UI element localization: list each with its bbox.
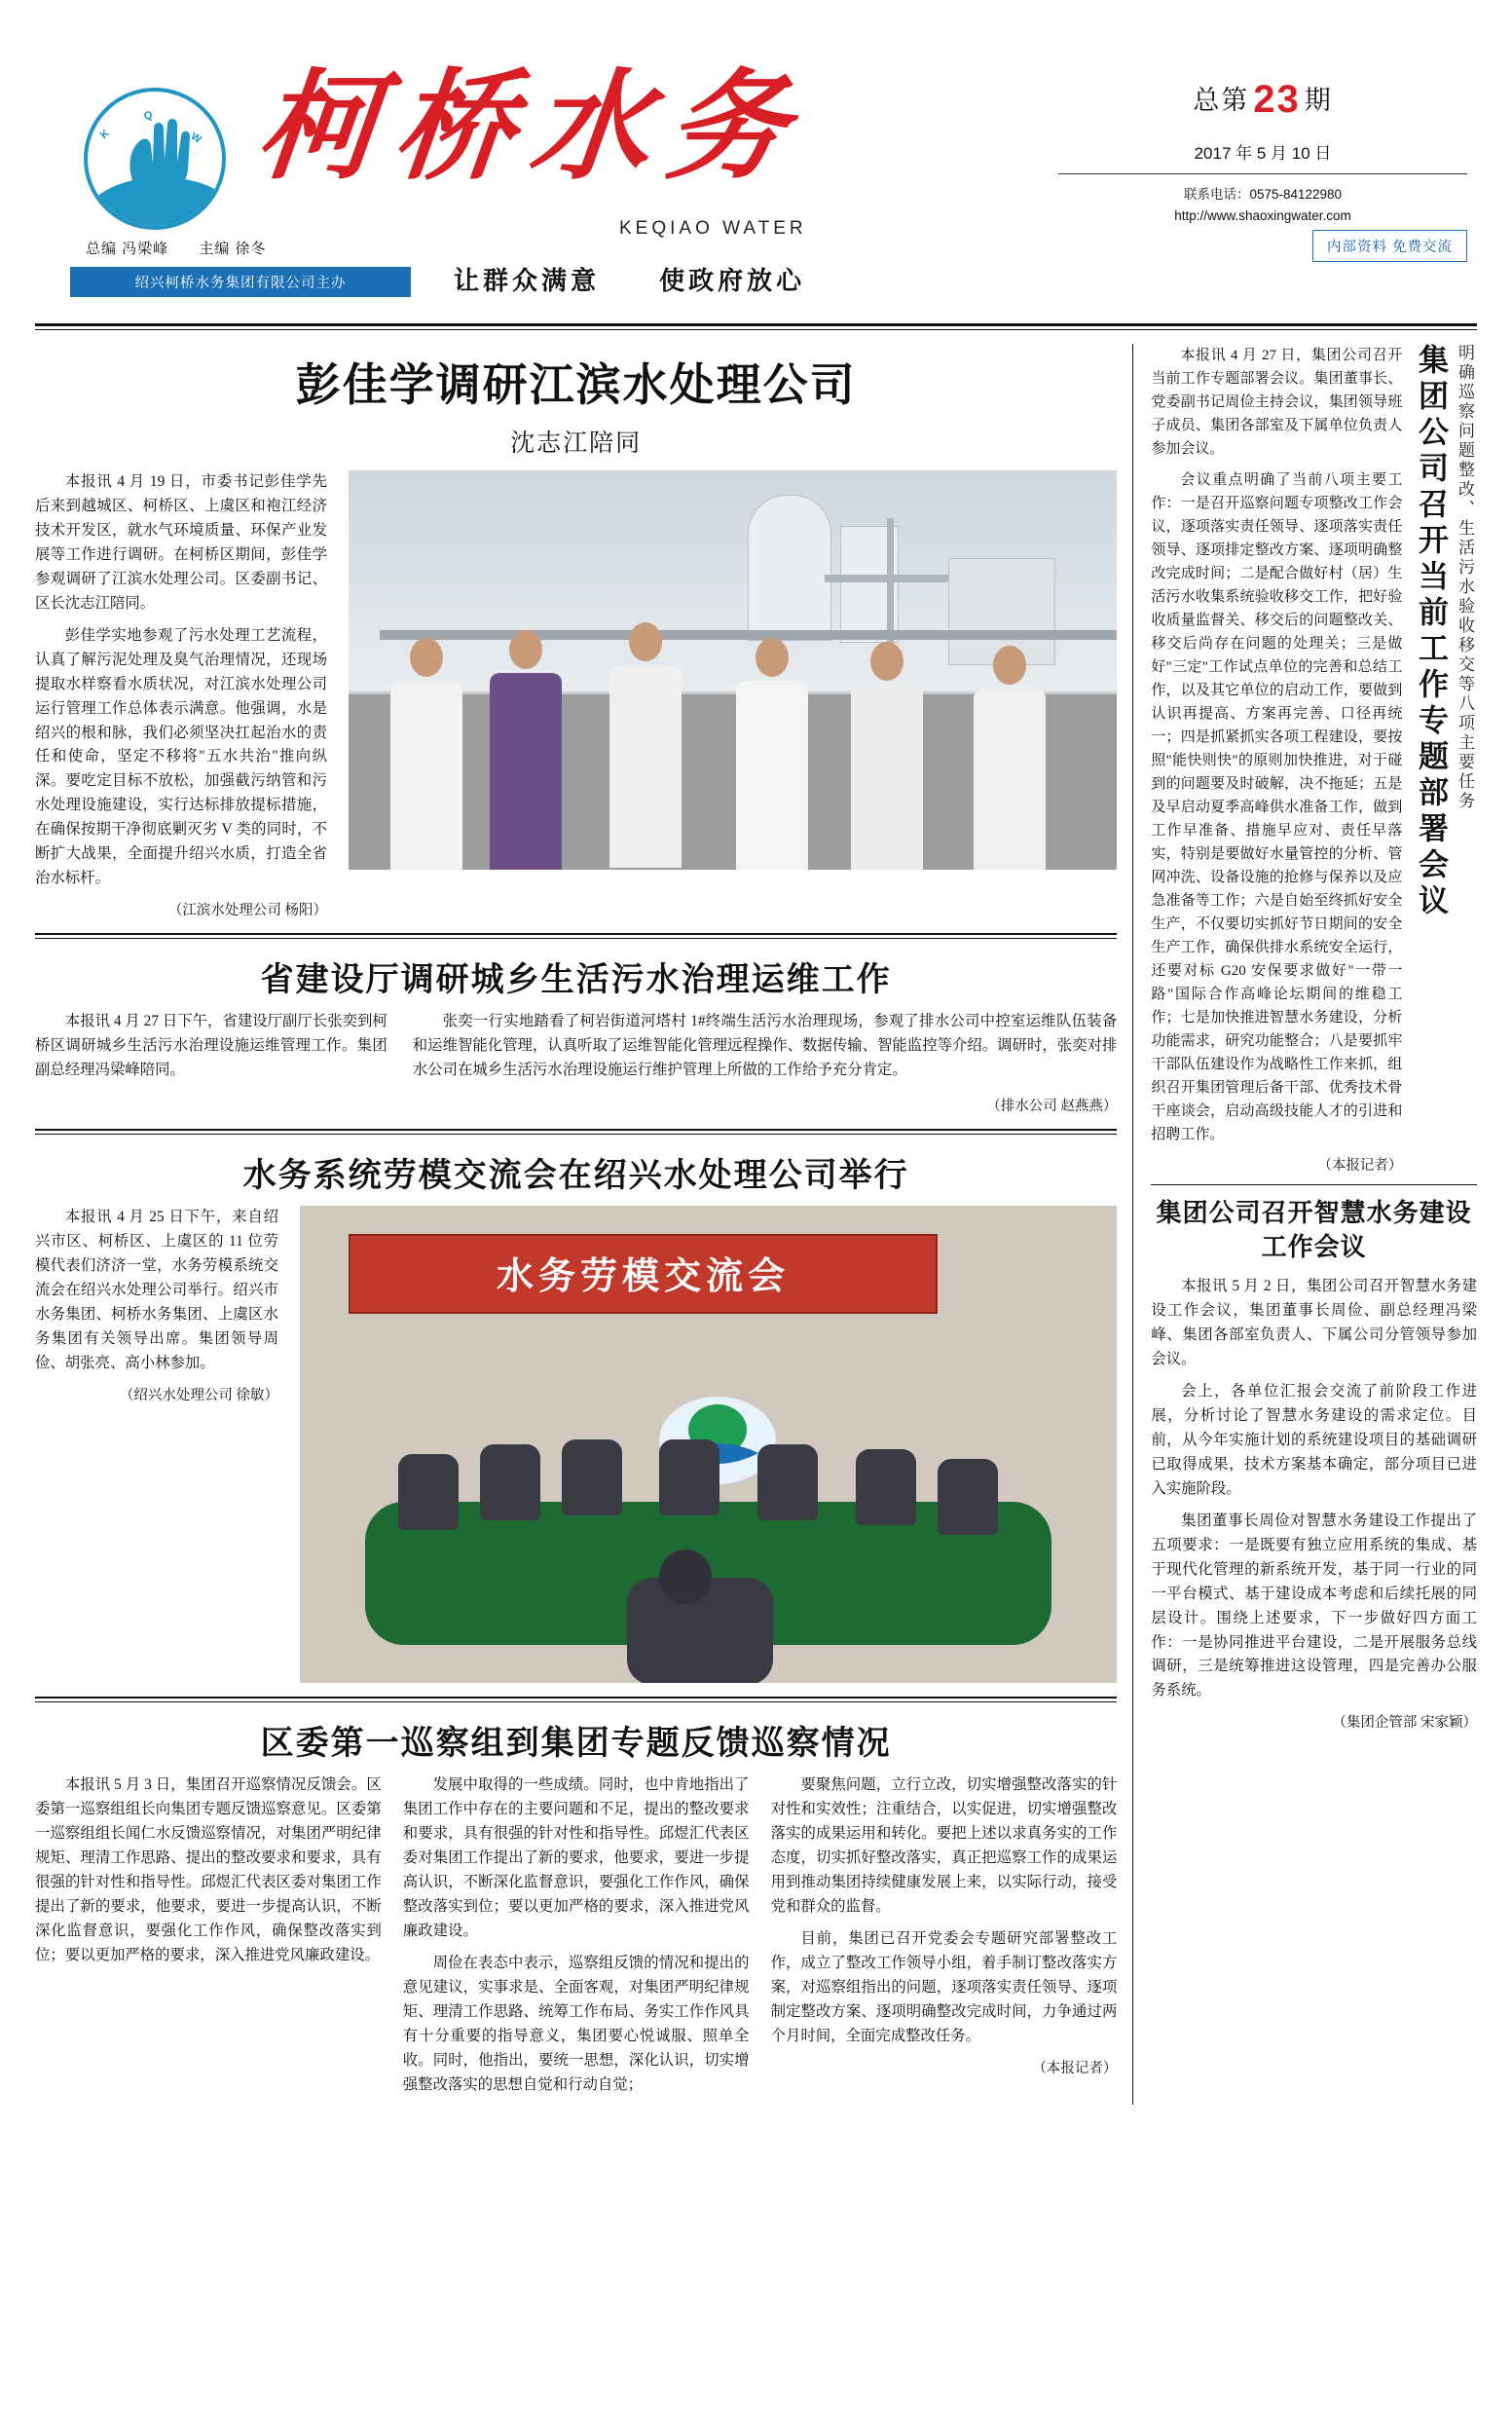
article-2-col-1: 本报讯 4 月 27 日下午，省建设厅副厅长张奕到柯桥区调研城乡生活污水治理设施运维管理工作。集团副总经理冯梁峰陪同。 — [35, 1013, 387, 1079]
article-4-headline: 区委第一巡察组到集团专题反馈巡察情况 — [260, 1724, 892, 1764]
article-4-credit: （本报记者） — [1032, 2060, 1118, 2076]
content-grid — [35, 344, 1477, 2105]
right-column — [1132, 344, 1477, 2105]
right-article-2-credit: （集团企管部 宋家颖） — [1332, 1715, 1477, 1732]
logo-letters — [84, 88, 226, 230]
slogan-1: 让群众满意 — [454, 267, 601, 296]
divider-2 — [35, 1129, 1117, 1131]
organizer-bar: 绍兴柯桥水务集团有限公司主办 — [70, 267, 411, 297]
masthead-rule-thick — [35, 323, 1477, 326]
divider-3b — [35, 1701, 1117, 1702]
logo — [84, 88, 230, 234]
right-article-1 — [1151, 344, 1477, 1175]
issue-line — [1058, 78, 1467, 122]
article-3-credit: （绍兴水处理公司 徐敏） — [119, 1387, 278, 1403]
article-4-col-3: 周俭在表态中表示，巡察组反馈的情况和提出的意见建议，实事求是、全面客观，对集团严明纪律规矩、理清工作思路、统筹工作布局、务实工作作风具有十分重要的指导意义，集团要心悦诚服、照单全收。同时，他指出，要统一思想，深化认识，切实增强整改落实的思想自觉和行动自觉； — [402, 1954, 750, 2093]
right-article-1-para-2: 会议重点明确了当前八项主要工作：一是召开巡察问题专项整改工作会议，逐项落实责任领导、逐项落实责任领导、逐项排定整改方案、逐项明确整改完成时间；二是配合做好村（居）生活污水收集系统验收移交工作，把好验收质量监督关、移交后的问题整改关、移交后尚存在问题的处理关；三是做好"三定"工作试点单位的完善和总结工作，以及其它单位的启动工作，要做到认识再提高、方案再完善、口径再统一；四是抓紧抓实各项工程建设，要按照"能快则快"的原则加快推进，对于碰到的问题要及时破解，决不拖延；五是及早启动夏季高峰供水准备工作，做到工作早准备、措施早应对、责任早落实，特别是要做好水量管控的分析、管网冲洗、设备设施的抢修与保养以及应急准备等工作；六是自始至终抓好安全生产，不仅要切实抓好节日期间的安全生产工作，确保供排水系统安全运行，还要对标 G20 安保要求做好"一带一路"国际合作高峰论坛期间的维稳工作；七是加快推进智慧水务建设，分析功能需求，研究功能整合；八是要抓牢干部队伍建设作为战略性工作来抓，组织召开集团管理后备干部、优秀技术骨干座谈会，启动高级技能人才的引进和招聘工作。 — [1151, 472, 1403, 1142]
meeting-banner — [349, 1234, 937, 1314]
masthead — [35, 27, 1477, 319]
article-2-headline: 省建设厅调研城乡生活污水治理运维工作 — [260, 960, 892, 1000]
right-divider-1 — [1151, 1184, 1477, 1185]
editor-in-chief: 总编 冯梁峰 — [86, 241, 169, 257]
article-peng-jiaxue — [35, 350, 1117, 919]
article-4-col-2: 发展中取得的一些成绩。同时，也中肯地指出了集团工作中存在的主要问题和不足，提出的整改要求和要求，具有很强的针对性和指导性。邱煜汇代表区委对集团工作提出了新的要求，他要求，要进一步提高认识，不断深化监督意识，要强化工作作风，确保整改落实到位；要以更加严格的要求，深入推进党风廉政建设。 — [402, 1776, 750, 1939]
editors-line — [86, 238, 292, 258]
divider-1 — [35, 933, 1117, 935]
slogan — [454, 261, 852, 297]
masthead-title-cn: 柯桥水务 — [251, 56, 812, 196]
issue-prefix: 总第 — [1193, 86, 1250, 115]
contact-phone: 联系电话：0575-84122980 — [1183, 187, 1343, 202]
website-url[interactable]: http://www.shaoxingwater.com — [1174, 207, 1351, 223]
article-4-col-4: 要聚焦问题，立行立改，切实增强整改落实的针对性和实效性；注重结合，以实促进，切实增强整改落实的成果运用和转化。要把上述以求真务实的工作态度，切实抓好整改落实，真正把巡察工作的成果运用到推动集团持续健康发展上来，以实际行动，接受党和群众的监督。 — [770, 1776, 1118, 1915]
divider-3 — [35, 1697, 1117, 1699]
article-4-col-1: 本报讯 5 月 3 日，集团召开巡察情况反馈会。区委第一巡察组组长向集团专题反馈巡察意见。区委第一巡察组组长闻仁水反馈巡察情况，对集团严明纪律规矩、理清工作思路、提出的整改要求和要求，具有很强的针对性和指导性。邱煜汇代表区委对集团工作提出了新的要求，他要求，要进一步提高认识，不断深化监督意识，要强化工作作风，确保整改落实到位；要以更加严格的要求，深入推进党风廉政建设。 — [35, 1776, 382, 1963]
right-article-1-para-1: 本报讯 4 月 27 日，集团公司召开当前工作专题部署会议。集团董事长、党委副书记周俭主持会议，集团领导班子成员、集团各部室及下属单位负责人参加会议。 — [1151, 348, 1403, 457]
editor: 主编 徐冬 — [199, 241, 267, 257]
right-article-1-headline: 集团公司召开当前工作专题部署会议 — [1413, 344, 1448, 920]
right-article-1-credit: （本报记者） — [1317, 1158, 1403, 1174]
article-2-credit: （排水公司 赵燕燕） — [986, 1099, 1118, 1115]
article-1-para-2: 彭佳学实地参观了污水处理工艺流程，认真了解污泥处理及臭气治理情况，还现场提取水样察看水质状况，对江滨水处理公司运行管理工作总体表示满意。他强调，水是绍兴的根和脉，我们必须坚决扛起治水的责任和使命，坚定不移将"五水共治"推向纵深。要吃定目标不放松，加强截污纳管和污水处理设施建设，实行达标排放提标措施，在确保按期干净彻底剿灭劣 V 类的同时，不断扩大战果，全面提升绍兴水质，打造全省治水标杆。 — [35, 626, 327, 887]
article-1-credit: （江滨水处理公司 杨阳） — [167, 903, 327, 919]
logo-letter-w: W — [188, 131, 203, 146]
article-3-headline: 水务系统劳模交流会在绍兴水处理公司举行 — [242, 1156, 909, 1196]
article-2-col-2: 张奕一行实地踏看了柯岩街道河塔村 1#终端生活污水治理现场，参观了排水公司中控室运维队伍装备和运维智能化管理，认真听取了运维智能化管理远程操作、数据传输、智能监控等介绍。调研时，张奕对排水公司在城乡生活污水治理设施运行维护管理上所做的工作给予充分肯定。 — [412, 1013, 1118, 1079]
right-article-2 — [1151, 1197, 1477, 1732]
right-article-2-para-1: 本报讯 5 月 2 日，集团公司召开智慧水务建设工作会议，集团董事长周俭、副总经理冯梁峰、集团各部室负责人、下属公司分管领导参加会议。 — [1151, 1278, 1477, 1368]
article-1-photo — [349, 470, 1117, 870]
article-provincial-survey — [35, 952, 1117, 1115]
right-article-2-para-3: 集团董事长周俭对智慧水务建设工作提出了五项要求：一是既要有独立应用系统的集成、基于现代化管理的新系统开发，基于同一行业的同一平台模式、基于建设成本考虑和后续托展的同层设计。围绕上述要求，下一步做好四方面工作：一是协同推进平台建设，二是开展服务总线调研，三是统筹推进这设管理，四是完善办公服务系统。 — [1151, 1512, 1477, 1699]
issue-date: 2017 年 5 月 10 日 — [1058, 139, 1467, 174]
article-3-para-1: 本报讯 4 月 25 日下午，来自绍兴市区、柯桥区、上虞区的 11 位劳模代表们济济一堂，水务劳模系统交流会在绍兴水处理公司举行。绍兴市水务集团、柯桥水务集团、上虞区水务集团有关领导出席。集团领导周俭、胡张亮、高小林参加。 — [35, 1209, 278, 1371]
meeting-banner-text: 水务劳模交流会 — [497, 1253, 791, 1298]
logo-letter-q: Q — [143, 109, 154, 123]
right-article-1-subtitle: 明确巡察问题整改、生活污水验收移交等八项主要任务 — [1456, 344, 1474, 811]
article-1-subhead: 沈志江陪同 — [510, 429, 643, 457]
left-column — [35, 344, 1132, 2105]
right-article-2-headline: 集团公司召开智慧水务建设工作会议 — [1156, 1199, 1472, 1263]
issue-number: 23 — [1253, 78, 1301, 121]
contact-info — [1058, 184, 1467, 226]
logo-letter-dots: ·.· — [150, 205, 169, 216]
divider-2b — [35, 1134, 1117, 1135]
article-inspection-feedback — [35, 1716, 1117, 2105]
article-1-headline: 彭佳学调研江滨水处理公司 — [295, 358, 857, 411]
right-article-2-para-2: 会上，各单位汇报会交流了前阶段工作进展，分析讨论了智慧水务建设的需求定位。目前，从今年实施计划的系统建设项目的基础调研已取得成果，技术方案基本确定，部分项目已进入实施阶段。 — [1151, 1383, 1477, 1497]
article-model-worker-meeting — [35, 1148, 1117, 1683]
article-1-para-1: 本报讯 4 月 19 日，市委书记彭佳学先后来到越城区、柯桥区、上虞区和袍江经济技术开发区，就水气环境质量、环保产业发展等工作进行调研。在柯桥区期间，彭佳学参观调研了江滨水处理公司。区委副书记、区长沈志江陪同。 — [35, 473, 327, 612]
divider-1b — [35, 938, 1117, 939]
logo-letter-k: K — [98, 127, 112, 142]
masthead-title-en: KEQIAO WATER — [619, 218, 807, 239]
masthead-rule-thin — [35, 329, 1477, 330]
article-3-photo — [300, 1206, 1117, 1683]
right-article-1-body — [1151, 344, 1402, 1175]
article-4-col-5: 目前，集团已召开党委会专题研究部署整改工作，成立了整改工作领导小组，着手制订整改落实方案，对巡察组指出的问题，逐项落实责任领导、逐项制定整改方案、逐项明确整改完成时间，力争通过两个月时间，全面完成整改任务。 — [770, 1929, 1118, 2044]
issue-block — [1058, 78, 1467, 226]
issue-suffix: 期 — [1304, 86, 1333, 115]
internal-badge: 内部资料 免费交流 — [1312, 230, 1467, 262]
slogan-2: 使政府放心 — [659, 267, 806, 296]
